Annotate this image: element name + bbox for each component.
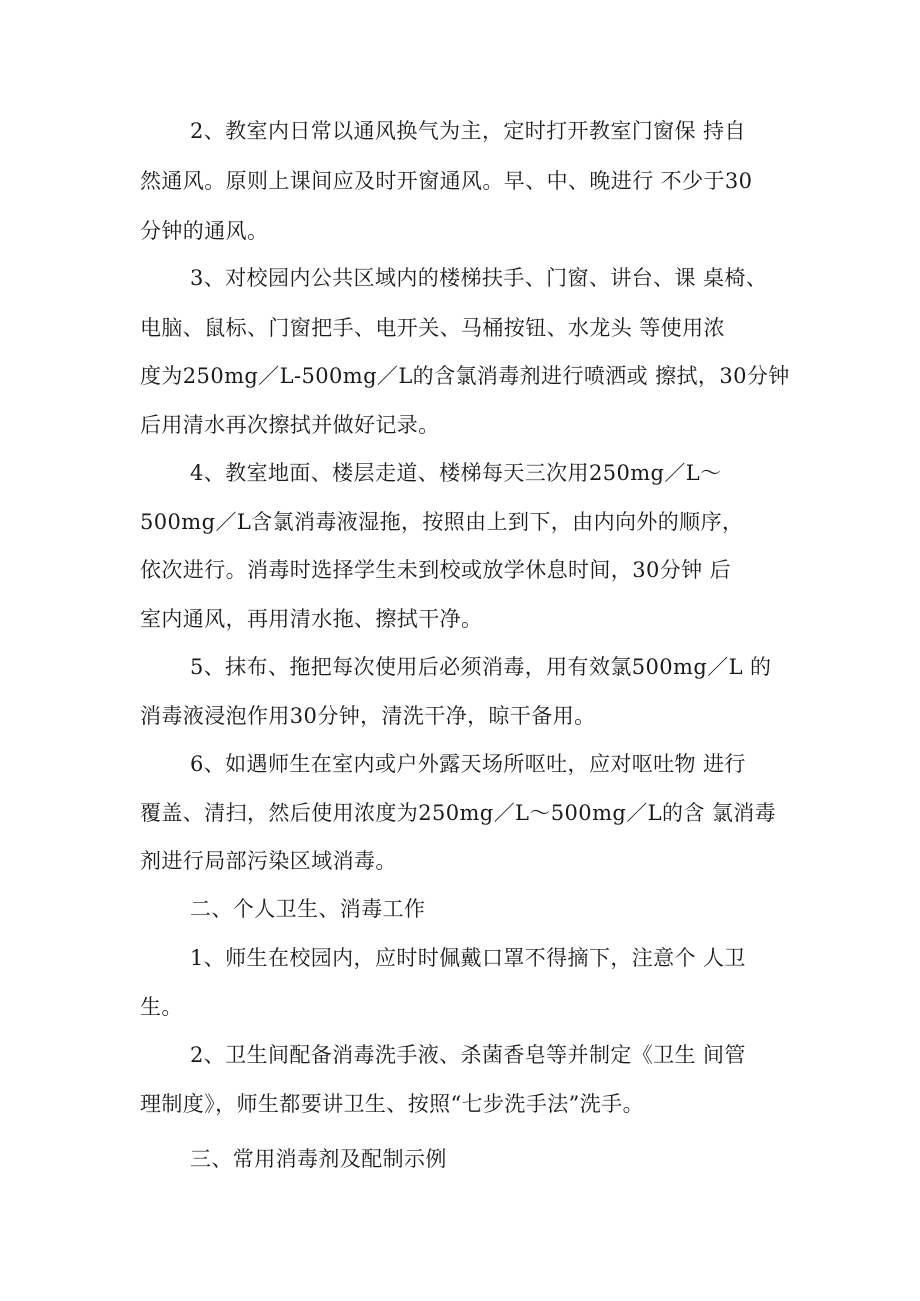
text-line: 1、师生在校园内，应时时佩戴口罩不得摘下，注意个 人卫 [190,946,746,970]
text-line: 覆盖、清扫，然后使用浓度为250mg／L～500mg／L的含 氯消毒 [140,801,777,825]
text-line: 4、教室地面、楼层走道、楼梯每天三次用250mg／L～ [190,461,722,485]
text-line: 室内通风，再用清水拖、擦拭干净。 [140,607,483,631]
text-line: 度为250mg／L-500mg／L的含氯消毒剂进行喷洒或 擦拭，30分钟 [140,364,790,388]
text-line: 500mg／L含氯消毒液湿拖，按照由上到下，由内向外的顺序， [140,510,744,534]
text-line: 理制度》，师生都要讲卫生、按照“七步洗手法”洗手。 [140,1092,644,1116]
text-line: 剂进行局部污染区域消毒。 [140,849,397,873]
text-line: 电脑、鼠标、门窗把手、电开关、马桶按钮、水龙头 等使用浓 [140,316,725,340]
text-line: 消毒液浸泡作用30分钟，清洗干净，晾干备用。 [140,704,596,728]
text-line: 生。 [140,995,183,1019]
text-line: 后用清水再次擦拭并做好记录。 [140,413,440,437]
text-line: 分钟的通风。 [140,219,269,243]
section-heading: 二、个人卫生、消毒工作 [190,897,426,921]
text-line: 5、抹布、拖把每次使用后必须消毒，用有效氯500mg／L 的 [190,655,772,679]
text-line: 2、卫生间配备消毒洗手液、杀菌香皂等并制定《卫生 间管 [190,1043,746,1067]
text-line: 6、如遇师生在室内或户外露天场所呕吐，应对呕吐物 进行 [190,752,746,776]
text-line: 然通风。原则上课间应及时开窗通风。早、中、晚进行 不少于30 [140,169,753,193]
text-line: 2、教室内日常以通风换气为主，定时打开教室门窗保 持自 [190,119,746,143]
text-line: 3、对校园内公共区域内的楼梯扶手、门窗、讲台、课 桌椅、 [190,266,768,290]
section-heading: 三、常用消毒剂及配制示例 [190,1147,447,1171]
text-line: 依次进行。消毒时选择学生未到校或放学休息时间，30分钟 后 [140,558,731,582]
